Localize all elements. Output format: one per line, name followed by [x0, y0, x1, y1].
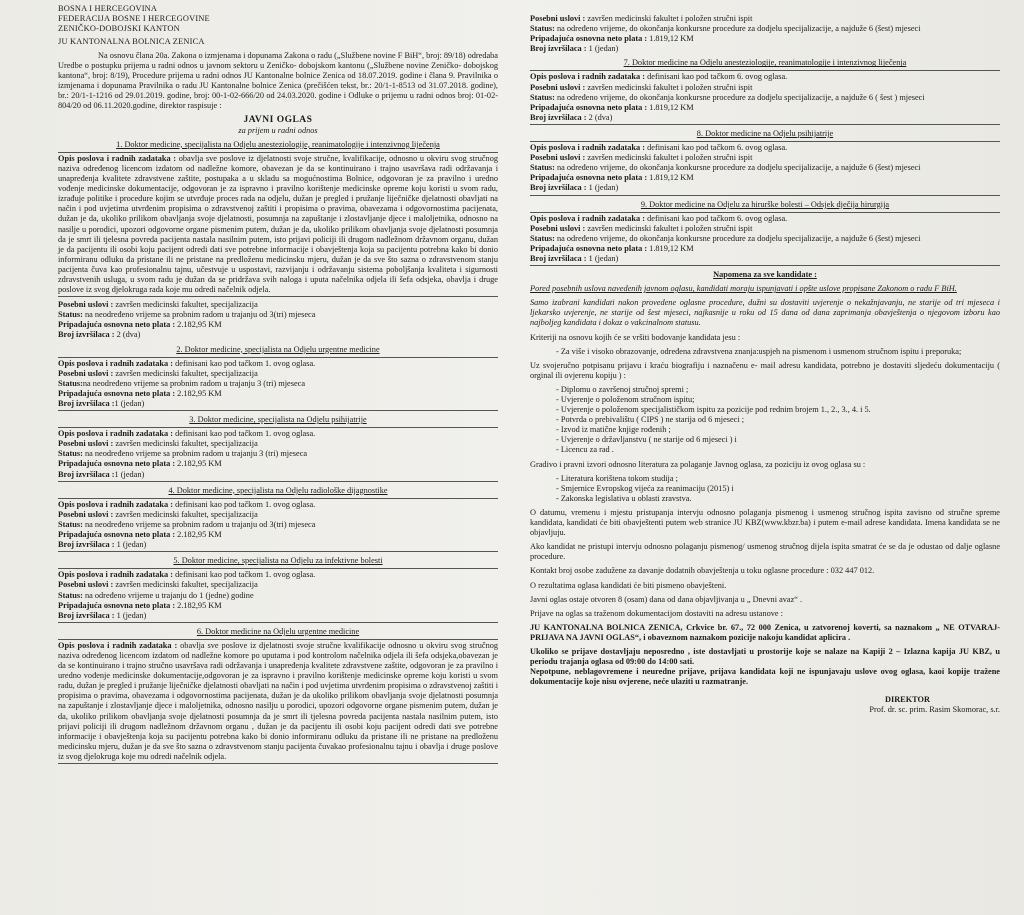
position-5: 5. Doktor medicine, specijalista na Odjelu za infektivne bolesti Opis poslova i radnih zadataka : definisani kao pod tačkom 1. ovog oglasa. Posebni uslovi : završen medicinski fakultet, specijalizacija Status: na određeno vrijeme u trajanju do 1 (jedne) godine Pripadajuća osnovna neto plata : 2.182,95 KM Broj izvršilaca : 1 (jedan): [58, 556, 498, 623]
position-heading: 2. Doktor medicine, specijalista na Odjelu urgentne medicine: [176, 344, 380, 354]
position-heading: 1. Doktor medicine, specijalista na Odjelu anesteziologije, reanimatologije i intenzivnog liječenja: [116, 139, 440, 149]
net-salary: 1.819,12 KM: [649, 173, 694, 183]
contact-info: Kontakt broj osobe zadužene za davanje dodatnih obavještenja u toku oglasne procedure : 032 447 012.: [530, 566, 875, 576]
intro-paragraph: Na osnovu člana 20a. Zakona o izmjenama i dopunama Zakona o radu („Službene novine F BiH“, broj: 89/18) odredaba Uredbe o postupku prijema u radni odnos u javnom sektoru u Zeničko- dobojskom kantonu („Službene novine Zeničko- dobojskog kantona“, broj: 8/19), Procedure prijema u radni odnos JU Kantonalne bolnice Zenica od 18.07.2019. godine i člana 9. Pravilnika o izmjenama i dopunama Pravilnika o radu JU Kantonalne bolnice Zenica (prečišćen tekst, br.: 20/1-1-8513 od 31.07.2018. godine), br.: 20/1-1-1216 od 29.01.2019. godine, broj: 00-1-02-666/20 od 24.03.2020. godine i Odluke o prijemu u radni odnos broj: 01-02-804/20 od 06.11.2020.godine, direktor raspisuje :: [58, 51, 498, 111]
position-4: 4. Doktor medicine, specijalista na Odjelu radiološke dijagnostike Opis poslova i radnih zadataka : definisani kao pod tačkom 1. ovog oglasa. Posebni uslovi : završen medicinski fakultet, specijalizacija Status: na neodređeno vrijeme sa probnim radom u trajanju od 3(tri) mjeseca Pripadajuća osnovna neto plata : 2.182,95 KM Broj izvršilaca : 1 (jedan): [58, 486, 498, 553]
number-of-positions: 1 (jedan): [588, 253, 619, 263]
canton-line: ZENIČKO-DOBOJSKI KANTON: [58, 24, 180, 33]
signature-block: [530, 695, 1000, 715]
employment-status: na određeno vrijeme, do okončanja konkursne procedure za dodjelu specijalizacije, a najduže 6 ( šest ) mjeseci: [556, 92, 925, 102]
employment-status: na neodređeno vrijeme sa probnim radom u trajanju od 3(tri) mjeseca: [84, 519, 316, 529]
notes-intro: Pored posebnih uslova navedenih javnom oglasu, kandidati moraju ispunjavati i opšte uslove propisane Zakonom o radu F BiH.: [530, 284, 957, 294]
special-conditions: završen medicinski fakultet, specijalizacija: [115, 300, 258, 310]
net-salary: 2.182,95 KM: [177, 459, 222, 469]
special-conditions: završen medicinski fakultet i položen stručni ispit: [587, 82, 753, 92]
notes-heading: Napomena za sve kandidate :: [713, 270, 817, 280]
position-heading: 9. Doktor medicine na Odjelu za hirurške bolesti – Odsjek dječija hirurgija: [640, 199, 890, 209]
address-intro: Prijave na oglas sa traženom dokumentacijom dostaviti na adresu ustanove :: [530, 608, 783, 618]
position-description: definisani kao pod tačkom 1. ovog oglasa.: [175, 429, 316, 439]
left-column: [58, 4, 498, 767]
right-column: [530, 14, 1000, 716]
position-2: 2. Doktor medicine, specijalista na Odjelu urgentne medicine Opis poslova i radnih zadataka : definisani kao pod tačkom 1. ovog oglasa. Posebni uslovi : završen medicinski fakultet, specijalizacija Status:na neodređeno vrijeme sa probnim radom u trajanju 3 (tri) mjeseca Pripadajuća osnovna neto plata : 2.182,95 KM Broj izvršilaca :1 (jedan): [58, 345, 498, 412]
number-of-positions: 2 (dva): [588, 112, 613, 122]
delivery-info: Ukoliko se prijave dostavljaju neposredno , iste dostavljati u prostorije koje se nalaze na Kapiji 2 – Izlazna kapija JU KBZ, u periodu trajanja oglasa od 09:00 do 14:00 sati.: [530, 646, 1000, 667]
position-description: definisani kao pod tačkom 6. ovog oglasa.: [647, 213, 788, 223]
list-item: - Za više i visoko obrazovanje, određena zdravstvena znanja:uspjeh na pismenom i usmenom stručnom ispitu i preporuka;: [556, 347, 1000, 357]
list-item: - Uvjerenje o državljanstvu ( ne starije od 6 mjeseci ) i: [556, 435, 1000, 445]
special-conditions: završen medicinski fakultet i položen stručni ispit: [587, 14, 753, 23]
director-title: DIREKTOR: [884, 695, 930, 705]
number-of-positions: 1 (jedan): [588, 183, 619, 193]
position-description: definisani kao pod tačkom 6. ovog oglasa.: [647, 143, 788, 153]
letterhead: [58, 4, 498, 47]
documents-list: [530, 385, 1000, 456]
position-9: 9. Doktor medicine na Odjelu za hirurške bolesti – Odsjek dječija hirurgija Opis poslova i radnih zadataka : definisani kao pod tačkom 6. ovog oglasa. Posebni uslovi : završen medicinski fakultet i položen stručni ispit Status: na određeno vrijeme, do okončanja konkursne procedure za dodjelu specijalizacije, a najduže 6 (šest) mjeseci Pripadajuća osnovna neto plata : 1.819,12 KM Broj izvršilaca : 1 (jedan): [530, 200, 1000, 267]
position-description: definisani kao pod tačkom 1. ovog oglasa.: [175, 570, 316, 580]
employment-status: na određeno vrijeme, do okončanja konkursne procedure za dodjelu specijalizacije, a najduže 6 (šest) mjeseci: [556, 24, 921, 34]
incomplete-applications-info: Nepotpune, neblagovremene i neuredne prijave, prijava kandidata koji ne ispunjavaju uslove ovog oglasa, kaoi kopije tražene dokumentacije koje nisu ovjerene, neće ulaziti u razmatranje.: [530, 667, 1000, 687]
list-item: - Potvrda o prebivalištu ( CIPS ) ne starija od 6 mjeseci ;: [556, 415, 1000, 425]
employment-status: na neodređeno vrijeme sa probnim radom u trajanju 3 (tri) mjeseca: [84, 449, 308, 459]
position-heading: 7. Doktor medicine na Odjelu anesteziologije, reanimatologije i intenzivnog liječenja: [623, 58, 907, 68]
position-heading: 6. Doktor medicine na Odjelu urgentne medicine: [196, 626, 360, 636]
number-of-positions: 1 (jedan): [116, 540, 147, 550]
special-conditions: završen medicinski fakultet, specijalizacija: [115, 509, 258, 519]
number-of-positions: 1 (jedan): [588, 44, 619, 54]
position-6: 6. Doktor medicine na Odjelu urgentne medicine Opis poslova i radnih zadataka : obavlja sve poslove iz djelatnosti svoje stručne kvalifikacije odnosno u okviru svog stručnog naziva određenog licencom izdatom od nadležne komore po uputama i pod kontrolom načelnika odjela ili šefa odsjeka,obavezan je da se kontinuirano i trajno stručno usavršava radi održavanja i unapređenja kvalitete zdravstvene zaštite, odgovoran je za pravilno i uredno vođenje medicinske dokumentacije,odgovoran je za ispravno i pravilno korištenje medicinske opreme koju koristi u svom radu, dužan je pregled i pružanje liječničke djelatnosti obavljati na način i pod uvjetima utvrđenim propisima o zdravstvenoj zaštiti i propisima o pravima, obavezama i odgovornostima pacijenata, dužan je da ukoliko prilikom obavljanja svoje djelatnosti posumnja na zapuštanje i zlostavljanje djece i maloljetnika, odnosno nasilju u porodici, upozori odgovorne organe pismenim putem, dužan je da, ukoliko prilikom obavljanja svoje djelatnosti posumnja da je smrt ili tjelesna povreda pacijenta nastala nasilnim putem, isto prijavi policiji ili drugom nadležnom državnom organu , dužan je da pacijentu ili osobi koju pacijent odredi dati sve potrebne informacije i obavještenja koja su pacijentu potrebna kako bi donio informiranu odluku da pristane ili ne pristane na predloženu medicinsku mjeru, dužan je da sve što sazna o zdravstvenom stanju pacijenta čuvakao profesionalnu tajnu i obavlja i druge poslove iz svog djelokruga koje mu odredi načelnik odjela.: [58, 627, 498, 764]
net-salary: 1.819,12 KM: [649, 34, 694, 44]
employment-status: na određeno vrijeme u trajanju do 1 (jedne) godine: [84, 590, 254, 600]
notes-section: [530, 270, 1000, 715]
position-description: definisani kao pod tačkom 6. ovog oglasa.: [647, 72, 788, 82]
results-info: O rezultatima oglasa kandidati će biti pismeno obavješteni.: [530, 580, 727, 590]
net-salary: 1.819,12 KM: [649, 243, 694, 253]
notes-paragraph-1: Samo izabrani kandidati nakon provedene oglasne procedure, dužni su dostaviti uvjerenje o nekažnjavanju, ne starije od tri mjeseca i ljekarsko uvjerenje, ne starije od šest mjeseci, najkasnije u roku od 15 dana od dana zaprimanja obavještenja o njegovom izboru kao najboljeg kandidata i dokaz o vakcinalnom statusu.: [530, 298, 1000, 328]
position-description: definisani kao pod tačkom 1. ovog oglasa.: [175, 499, 316, 509]
director-name: Prof. dr. sc. prim. Rasim Skomorac, s.r.: [869, 705, 1000, 715]
position-3: 3. Doktor medicine, specijalista na Odjelu psihijatrije Opis poslova i radnih zadataka : definisani kao pod tačkom 1. ovog oglasa. Posebni uslovi : završen medicinski fakultet, specijalizacija Status: na neodređeno vrijeme sa probnim radom u trajanju 3 (tri) mjeseca Pripadajuća osnovna neto plata : 2.182,95 KM Broj izvršilaca :1 (jedan): [58, 415, 498, 482]
mailing-address: JU KANTONALNA BOLNICA ZENICA, Crkvice br. 67., 72 000 Zenica, u zatvorenoj koverti, sa naznakom „ NE OTVARAJ- PRIJAVA NA JAVNI OGLAS“, i obaveznom naznakom pozicije nakoju kandidat aplicira .: [530, 622, 1000, 642]
criteria-list: [530, 347, 1000, 357]
employment-status: na neodređeno vrijeme sa probnim radom u trajanju od 3(tri) mjeseca: [84, 310, 316, 320]
list-item: - Licencu za rad .: [556, 445, 1000, 455]
employment-status: na neodređeno vrijeme sa probnim radom u trajanju 3 (tri) mjeseca: [82, 378, 305, 388]
position-1: 1. Doktor medicine, specijalista na Odjelu anesteziologije, reanimatologije i intenzivnog liječenja Opis poslova i radnih zadataka : obavlja sve poslove iz djelatnosti svoje stručne, kvalifikacije, odnosno u okviru svog stručnog naziva određenog licencom izdatom od nadležne komore, obavezan je da se kontinuirano i trajno usavršava radi održavanja i unapređenja kvalitete zdravstvene zaštite, postupaka a u skladu sa mogućnostima Bolnice, odgovoran je za pravilno i uredno vođenje medicinske dokumentacije, odgovoran je za ispravno i pravilno korištenje medicinske opreme koju koristi u svom radu, izrađuje politike i procedure kojim se utvrđuje proces rada na odjelu, dužan je pregled i pružanje liječničke djelatnosti obavljati na način i pod uvjetima utvrđenim propisima o zdravstvenoj zaštiti i propisima o pravima, obavezama i odgovornostima pacijenata, dužan je da, ukoliko prilikom obavljanja svoje djelatnosti, posumnja na zapuštanje i zlostavljanje djece i maloljetnika, odnosno na nasilje u porodici, upozori odgovorne organe pismenim putem, dužan je da, ukoliko prilikom obavljanja svoje djelatnosti posumnja da je smrt ili tjelesna povreda pacijenta nastala nasilnim putem, isto prijavi policiji ili drugom nadležnom državnom organu, dužan je da pacijentu ili osobi koju pacijent odredi dati sve potrebne informacije i obavještenja koja su pacijentu potrebna kako bi donio informiranu odluku da pristane ili ne pristane na predloženu medicinsku mjeru, dužan je da sve što sazna o zdravstvenom stanju pacijenta čuva kao profesionalnu tajnu, učestvuje u uspostavi, razvijanju i održavanju sistema poboljšanja kvaliteta i sigurnosti zdravstvenih usluga, u svom radu je dužan da se pridržava svih naloga i uputa načelnika odjela ili šefa odsjeka, obavlja i druge poslove iz svog djelokruga rada koje mu odredi načelnik odjela. Posebni uslovi : završen medicinski fakultet, specijalizacija Status: na neodređeno vrijeme sa probnim radom u trajanju od 3(tri) mjeseca Pripadajuća osnovna neto plata : 2.182,95 KM Broj izvršilaca : 2 (dva): [58, 139, 499, 340]
list-item: - Diplomu o završenoj stručnoj spremi ;: [556, 385, 1000, 395]
list-item: - Uvjerenje o položenom specijalističkom ispitu za pozicije pod rednim brojem 1., 2., 3., 4. i 5.: [556, 405, 1000, 415]
employment-status: na određeno vrijeme, do okončanja konkursne procedure za dodjelu specijalizacije, a najduže 6 (šest) mjeseci: [556, 163, 921, 173]
number-of-positions: 2 (dva): [116, 330, 141, 340]
absence-info: Ako kandidat ne pristupi intervju odnosno polaganju pismenog/ usmenog stručnog dijela ispita smatrat će se da je odustao od dalje oglasne procedure.: [530, 542, 1000, 562]
documents-intro: Uz svojeručno potpisanu prijavu i kraću biografiju i naznačenu e- mail adresu kandidata, potrebno je dostaviti sljedeću dokumentaciju ( orginal ili ovjerenu kopiju ) :: [530, 360, 1000, 380]
special-conditions: završen medicinski fakultet i položen stručni ispit: [587, 223, 753, 233]
literature-intro: Gradivo i pravni izvori odnosno literatura za polaganje Javnog oglasa, za poziciju iz ovog oglasa su :: [530, 459, 866, 469]
open-period-info: Javni oglas ostaje otvoren 8 (osam) dana od dana objavljivanja u „ Dnevni avaz“ .: [530, 594, 803, 604]
special-conditions: završen medicinski fakultet i položen stručni ispit: [587, 153, 753, 163]
announcement-title: JAVNI OGLAS: [243, 114, 313, 125]
net-salary: 2.182,95 KM: [177, 320, 222, 330]
employment-status: na određeno vrijeme, do okončanja konkursne procedure za dodjelu specijalizacije, a najduže 6 (šest) mjeseci: [556, 233, 921, 243]
position-7: 7. Doktor medicine na Odjelu anesteziologije, reanimatologije i intenzivnog liječenja Opis poslova i radnih zadataka : definisani kao pod tačkom 6. ovog oglasa. Posebni uslovi : završen medicinski fakultet i položen stručni ispit Status: na određeno vrijeme, do okončanja konkursne procedure za dodjelu specijalizacije, a najduže 6 ( šest ) mjeseci Pripadajuća osnovna neto plata : 1.819,12 KM Broj izvršilaca : 2 (dva): [530, 58, 1000, 125]
number-of-positions: 1 (jedan): [116, 610, 147, 620]
federation-line: FEDERACIJA BOSNE I HERCEGOVINE: [58, 14, 210, 23]
net-salary: 2.182,95 KM: [177, 388, 222, 398]
criteria-intro: Kriteriji na osnovu kojih će se vršiti bodovanje kandidata jesu :: [530, 332, 741, 342]
position-description: definisani kao pod tačkom 1. ovog oglasa.: [175, 358, 316, 368]
special-conditions: završen medicinski fakultet, specijalizacija: [115, 439, 258, 449]
country-line: BOSNA I HERCEGOVINA: [58, 4, 158, 13]
position-description-box: Opis poslova i radnih zadataka : obavlja sve poslove iz djelatnosti svoje stručne, kvalifikacije, odnosno u okviru svog stručnog naziva određenog licencom izdatom od nadležne komore, obavezan je da se kontinuirano i trajno usavršava radi održavanja i unapređenja kvalitete zdravstvene zaštite, postupaka a u skladu sa mogućnostima Bolnice, odgovoran je za pravilno i uredno vođenje medicinske dokumentacije, odgovoran je za ispravno i pravilno korištenje medicinske opreme koju koristi u svom radu, izrađuje politike i procedure kojim se utvrđuje proces rada na odjelu, dužan je pregled i pružanje liječničke djelatnosti obavljati na način i pod uvjetima utvrđenim propisima o zdravstvenoj zaštiti i propisima o pravima, obavezama i odgovornostima pacijenata, dužan je da, ukoliko prilikom obavljanja svoje djelatnosti, posumnja na zapuštanje i zlostavljanje djece i maloljetnika, odnosno na nasilje u porodici, upozori odgovorne organe pismenim putem, dužan je da, ukoliko prilikom obavljanja svoje djelatnosti posumnja da je smrt ili tjelesna povreda pacijenta nastala nasilnim putem, isto prijavi policiji ili drugom nadležnom državnom organu, dužan je da pacijentu ili osobi koju pacijent odredi dati sve potrebne informacije i obavještenja koja su pacijentu potrebna kako bi donio informiranu odluku da pristane ili ne pristane na predloženu medicinsku mjeru, dužan je da sve što sazna o zdravstvenom stanju pacijenta čuva kao profesionalnu tajnu, učestvuje u uspostavi, razvijanju i održavanju sistema poboljšanja kvaliteta i sigurnosti zdravstvenih usluga, u svom radu je dužan da se pridržava svih naloga i uputa načelnika odjela ili šefa odsjeka, obavlja i druge poslove iz svog djelokruga rada koje mu odredi načelnik odjela.: [58, 152, 498, 297]
number-of-positions: 1 (jedan): [114, 469, 145, 479]
position-8: 8. Doktor medicine na Odjelu psihijatrije Opis poslova i radnih zadataka : definisani kao pod tačkom 6. ovog oglasa. Posebni uslovi : završen medicinski fakultet i položen stručni ispit Status: na određeno vrijeme, do okončanja konkursne procedure za dodjelu specijalizacije, a najduže 6 (šest) mjeseci Pripadajuća osnovna neto plata : 1.819,12 KM Broj izvršilaca : 1 (jedan): [530, 129, 1000, 196]
position-heading: 8. Doktor medicine na Odjelu psihijatrije: [696, 128, 834, 138]
net-salary: 2.182,95 KM: [177, 530, 222, 540]
number-of-positions: 1 (jedan): [114, 399, 145, 408]
special-conditions: završen medicinski fakultet, specijalizacija: [115, 580, 258, 590]
position-6-continued: Posebni uslovi : završen medicinski fakultet i položen stručni ispit Status: na određeno vrijeme, do okončanja konkursne procedure za dodjelu specijalizacije, a najduže 6 (šest) mjeseci Pripadajuća osnovna neto plata : 1.819,12 KM Broj izvršilaca : 1 (jedan): [530, 14, 921, 54]
list-item: - Izvod iz matične knjige rođenih ;: [556, 425, 1000, 435]
position-heading: 5. Doktor medicine, specijalista na Odjelu za infektivne bolesti: [173, 556, 383, 566]
position-description: obavlja sve poslove iz djelatnosti svoje stručne, kvalifikacije, odnosno u okviru svog stručnog naziva određenog licencom izdatom od nadležne komore, obavezan je da se kontinuirano i trajno usavršava radi održavanja i unapređenja kvalitete zdravstvene zaštite, postupaka a u skladu sa mogućnostima Bolnice, odgovoran je za pravilno i uredno vođenje medicinske dokumentacije, odgovoran je za ispravno i pravilno korištenje medicinske opreme koju koristi u svom radu, izrađuje politike i procedure kojim se utvrđuje proces rada na odjelu, dužan je pregled i pružanje liječničke djelatnosti obavljati na način i pod uvjetima utvrđenim propisima o zdravstvenoj zaštiti i propisima o pravima, obavezama i odgovornostima pacijenata, dužan je da, ukoliko prilikom obavljanja svoje djelatnosti, posumnja na zapuštanje i zlostavljanje djece i maloljetnika, odnosno na nasilje u porodici, upozori odgovorne organe pismenim putem, dužan je da, ukoliko prilikom obavljanja svoje djelatnosti posumnja da je smrt ili tjelesna povreda pacijenta nastala nasilnim putem, isto prijavi policiji ili drugom nadležnom državnom organu, dužan je da pacijentu ili osobi koju pacijent odredi dati sve potrebne informacije i obavještenja koja su pacijentu potrebna kako bi donio informiranu odluku da pristane ili ne pristane na predloženu medicinsku mjeru, dužan je da sve što sazna o zdravstvenom stanju pacijenta čuva kao profesionalnu tajnu, učestvuje u uspostavi, razvijanju i održavanju sistema poboljšanja kvaliteta i sigurnosti zdravstvenih usluga, u svom radu je dužan da se pridržava svih naloga i uputa načelnika odjela ili šefa odsjeka, obavlja i druge poslove iz svog djelokruga rada koje mu odredi načelnik odjela.: [58, 153, 499, 295]
list-item: - Uvjerenje o položenom stručnom ispitu;: [556, 395, 1000, 405]
list-item: - Smjernice Evropskog vijeća za reanimaciju (2015) i: [556, 484, 1000, 494]
hospital-name: JU KANTONALNA BOLNICA ZENICA: [58, 37, 205, 46]
interview-info: O datumu, vremenu i mjestu pristupanja intervju odnosno polaganja pismenog i usmenog stručnog ispita zavisno od stručne spreme kandidata, kandidati će biti obavještenti putem web stranice JU KBZ(www.kbzr.ba) i putem e-mail adrese kandidata. Imena kandidata se ne objavljuju.: [530, 507, 1000, 538]
list-item: - Zakonska legislativa u oblasti zravstva.: [556, 494, 1000, 504]
announcement-subtitle: za prijem u radni odnos: [238, 125, 318, 135]
net-salary: 1.819,12 KM: [649, 102, 694, 112]
position-heading: 3. Doktor medicine, specijalista na Odjelu psihijatrije: [189, 415, 367, 425]
special-conditions: završen medicinski fakultet, specijalizacija: [115, 368, 258, 378]
net-salary: 2.182,95 KM: [177, 600, 222, 610]
position-heading: 4. Doktor medicine, specijalista na Odjelu radiološke dijagnostike: [168, 485, 388, 495]
position-description: obavlja sve poslove iz djelatnosti svoje stručne kvalifikacije odnosno u okviru svog stručnog naziva određenog licencom izdatom od nadležne komore po uputama i pod kontrolom načelnika odjela ili šefa odsjeka,obavezan je da se kontinuirano i trajno stručno usavršava radi održavanja i unapređenja kvalitete zdravstvene zaštite, odgovoran je za pravilno i uredno vođenje medicinske dokumentacije,odgovoran je za ispravno i pravilno korištenje medicinske opreme koju koristi u svom radu, dužan je pregled i pružanje liječničke djelatnosti obavljati na način i pod uvjetima utvrđenim propisima o zdravstvenoj zaštiti i propisima o pravima, obavezama i odgovornostima pacijenata, dužan je da ukoliko prilikom obavljanja svoje djelatnosti posumnja na zapuštanje i zlostavljanje djece i maloljetnika, odnosno nasilju u porodici, upozori odgovorne organe pismenim putem, dužan je da, ukoliko prilikom obavljanja svoje djelatnosti posumnja da je smrt ili tjelesna povreda pacijenta nastala nasilnim putem, isto prijavi policiji ili drugom nadležnom državnom organu , dužan je da pacijentu ili osobi koju pacijent odredi dati sve potrebne informacije i obavještenja koja su pacijentu potrebna kako bi donio informiranu odluku da pristane ili ne pristane na predloženu medicinsku mjeru, dužan je da sve što sazna o zdravstvenom stanju pacijenta čuvakao profesionalnu tajnu i obavlja i druge poslove iz svog djelokruga koje mu odredi načelnik odjela.: [58, 640, 499, 761]
literature-list: [530, 474, 1000, 504]
list-item: - Literatura korištena tokom studija ;: [556, 474, 1000, 484]
